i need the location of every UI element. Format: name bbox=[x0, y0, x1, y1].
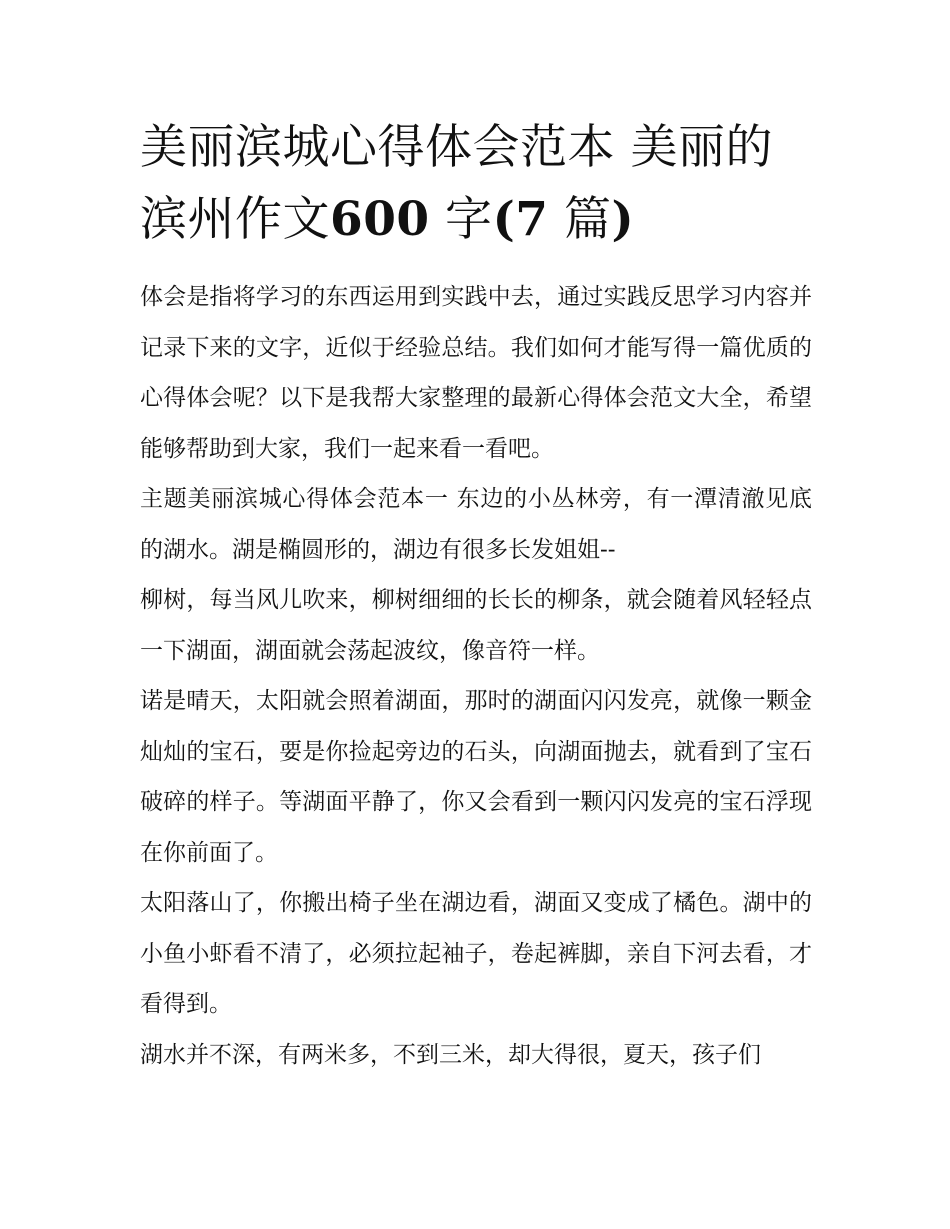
title-text-2: 字 bbox=[429, 192, 493, 247]
title-count-close: ) bbox=[611, 192, 635, 247]
paragraph-depth: 湖水并不深，有两米多，不到三米，却大得很，夏天，孩子们 bbox=[140, 1041, 761, 1068]
document-title bbox=[140, 112, 812, 256]
paragraph-topic-one: 主题美丽滨城心得体会范本一 东边的小丛林旁，有一潭清澈见底的湖水。湖是椭圆形的，湖边有很多长发姐姐-- bbox=[140, 486, 812, 563]
title-text-3: 篇 bbox=[548, 192, 612, 247]
paragraph-sunny: 诺是晴天，太阳就会照着湖面，那时的湖面闪闪发亮，就像一颗金灿灿的宝石，要是你捡起旁边的石头，向湖面抛去，就看到了宝石破碎的样子。等湖面平静了，你又会看到一颗闪闪发亮的宝石浮现在你前面了。 bbox=[140, 688, 812, 866]
title-number-600: 600 bbox=[330, 192, 430, 247]
paragraph-sunset: 太阳落山了，你搬出椅子坐在湖边看，湖面又变成了橘色。湖中的小鱼小虾看不清了，必须拉起袖子，卷起裤脚，亲自下河去看，才看得到。 bbox=[140, 890, 812, 1017]
title-text-1: 美丽滨城心得体会范本 美丽的滨州作文 bbox=[140, 120, 773, 247]
title-count-open: (7 bbox=[492, 192, 549, 247]
paragraph-willow: 柳树，每当风儿吹来，柳树细细的长长的柳条，就会随着风轻轻点一下湖面，湖面就会荡起波纹，像音符一样。 bbox=[140, 587, 812, 664]
document-page bbox=[140, 112, 812, 1080]
paragraph-intro: 体会是指将学习的东西运用到实践中去，通过实践反思学习内容并记录下来的文字，近似于经验总结。我们如何才能写得一篇优质的心得体会呢？以下是我帮大家整理的最新心得体会范文大全，希望能够帮助到大家，我们一起来看一看吧。 bbox=[140, 284, 812, 462]
document-body bbox=[140, 272, 812, 1080]
